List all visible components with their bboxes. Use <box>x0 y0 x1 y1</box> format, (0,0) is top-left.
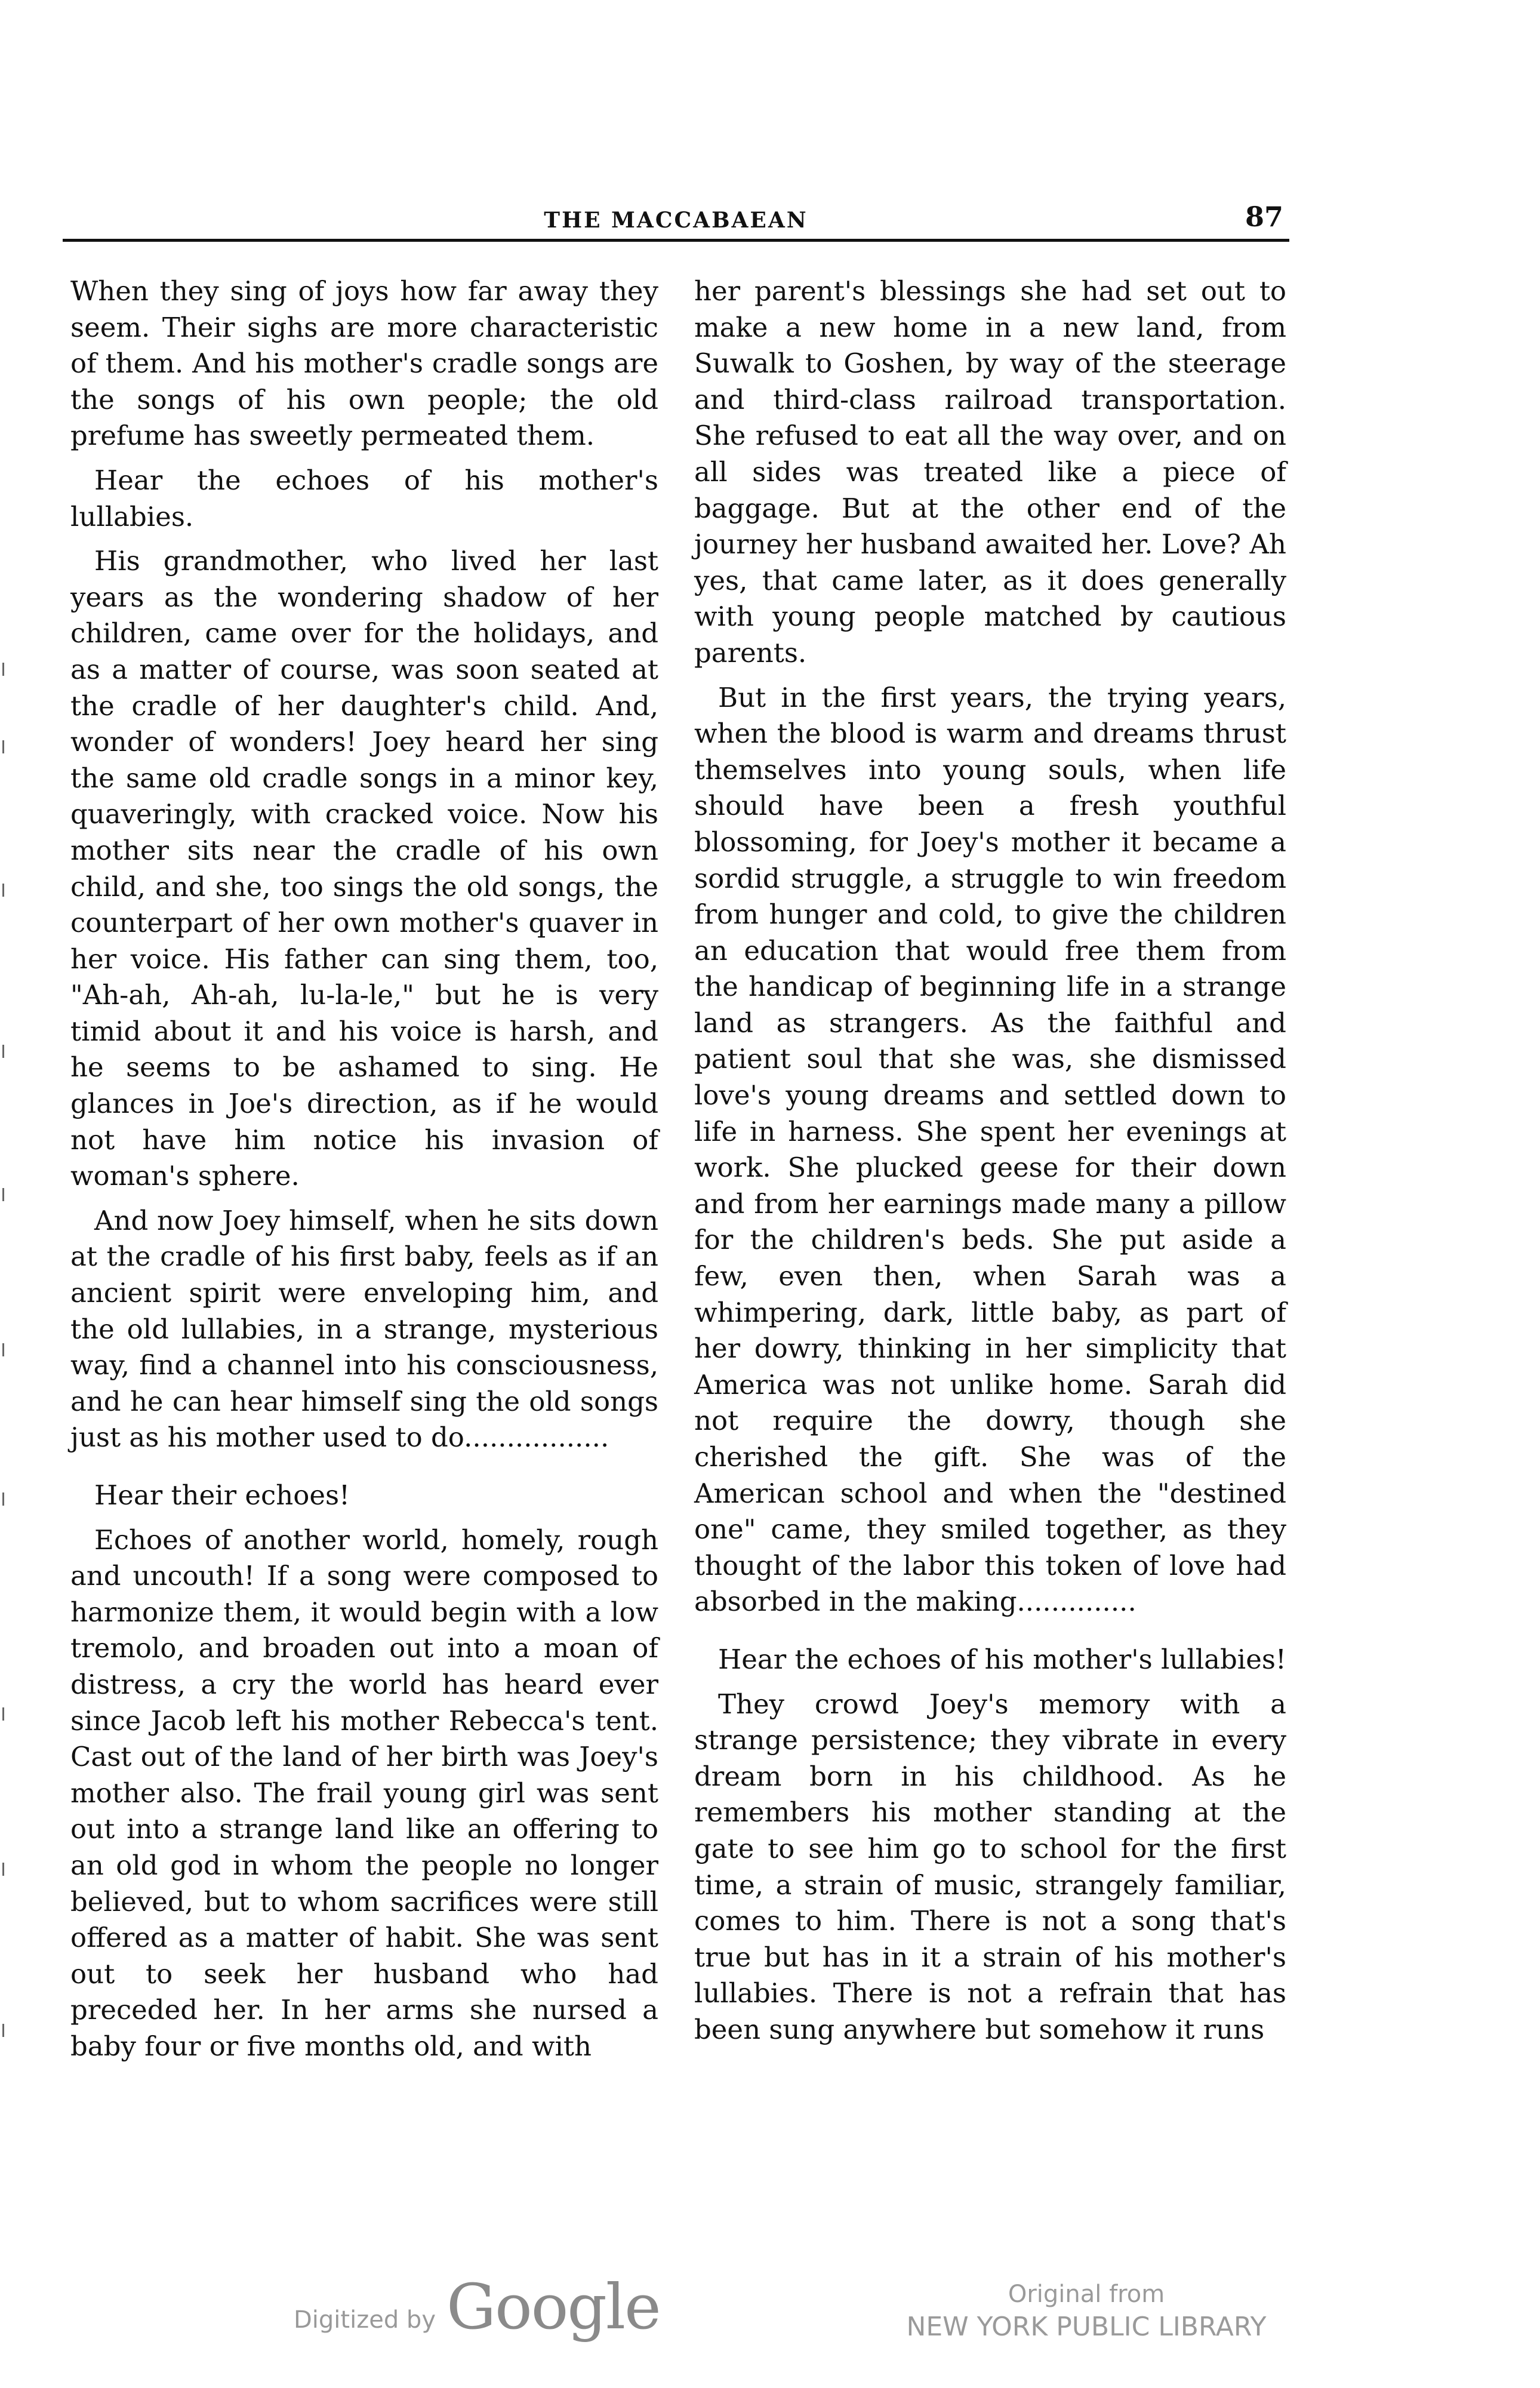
library-name: NEW YORK PUBLIC LIBRARY <box>906 2312 1267 2342</box>
digitized-by-label: Digitized by <box>294 2306 436 2334</box>
scan-margin-artifacts <box>0 0 24 2388</box>
paragraph: But in the first years, the trying years, when the blood is warm and dreams thrust themselves into young souls, when life should have been a fresh youthful blossoming, for Joey's mother it became a sordid struggle, a struggle to win freedom from hunger and cold, to give the children an education that would free them from the handicap of beginning life in a strange land as strangers. As the faithful and patient soul that she was, she dismissed love's young dreams and settled down to life in harness. She spent her evenings at work. She plucked geese for their down and from her earnings made many a pillow for the children's beds. She put aside a few, even then, when Sarah was a whimpering, dark, little baby, as part of her dowry, thinking in her simplicity that America was not unlike home. Sarah did not require the dowry, though she cherished the gift. She was of the American school and when the "destined one" came, they smiled together, as they thought of the labor this token of love had absorbed in the making.............. <box>694 681 1286 1618</box>
paragraph: And now Joey himself, when he sits down at the cradle of his first baby, feels as if an ancient spirit were enveloping him, and the old lullabies, in a strange, mysterious way, find a channel into his consciousness, and he can hear himself sing the old songs just as his mother used to do................. <box>70 1204 658 1454</box>
paragraph: Echoes of another world, homely, rough and uncouth! If a song were composed to harmonize them, it would begin with a low tremolo, and broaden out into a moan of distress, a cry the world has heard ever since Jacob left his mother Rebecca's tent. Cast out of the land of her birth was Joey's mother also. The frail young girl was sent out into a strange land like an offering to an old god in whom the people no longer believed, but to whom sacrifices were still offered as a matter of habit. She was sent out to seek her husband who had preceded her. In her arms she nursed a baby four or five months old, and with <box>70 1524 658 2062</box>
paragraph: Hear their echoes! <box>94 1479 350 1511</box>
original-from-label: Original from <box>1008 2281 1165 2308</box>
page-number: 87 <box>1245 201 1283 233</box>
paragraph: Hear the echoes of his mother's lullabies! <box>718 1643 1287 1675</box>
digitized-by-google <box>294 2270 660 2343</box>
running-head: THE MACCABAEAN <box>544 208 808 233</box>
left-column <box>70 273 658 2112</box>
paragraph: His grandmother, who lived her last years as the wondering shadow of her children, came over for the holidays, and as a matter of course, was soon seated at the cradle of her daughter's child. And, wonder of wonders! Joey heard her sing the same old cradle songs in a minor key, quaveringly, with cracked voice. Now his mother sits near the cradle of his own child, and she, too sings the old songs, the counterpart of her own mother's quaver in her voice. His father can sing them, too, "Ah-ah, Ah-ah, lu-la-le," but he is very timid about it and his voice is harsh, and he seems to be ashamed to sing. He glances in Joe's direction, as if he would not have him notice his invasion of woman's sphere. <box>70 545 658 1192</box>
google-logo: Google <box>446 2270 660 2343</box>
paragraph: Hear the echoes of his mother's lullabies. <box>70 464 658 533</box>
page-header <box>63 203 1289 242</box>
paragraph: her parent's blessings she had set out to make a new home in a new land, from Suwalk to Goshen, by way of the steerage and third-class railroad transportation. She refused to eat all the way over, and on all sides was treated like a piece of baggage. But at the other end of the journey her husband awaited her. Love? Ah yes, that came later, as it does generally with young people matched by cautious parents. <box>694 275 1286 669</box>
paragraph: They crowd Joey's memory with a strange persistence; they vibrate in every dream born in his childhood. As he remembers his mother standing at the gate to see him go to school for the first time, a strain of music, strangely familiar, comes to him. There is not a song that's true but has in it a strain of his mother's lullabies. There is not a refrain that has been sung anywhere but somehow it runs <box>694 1688 1286 2045</box>
library-attribution <box>877 2281 1295 2342</box>
paragraph: When they sing of joys how far away they seem. Their sighs are more characteristic of them. And his mother's cradle songs are the songs of his own people; the old prefume has sweetly permeated them. <box>70 275 658 452</box>
right-column <box>694 273 1286 2112</box>
